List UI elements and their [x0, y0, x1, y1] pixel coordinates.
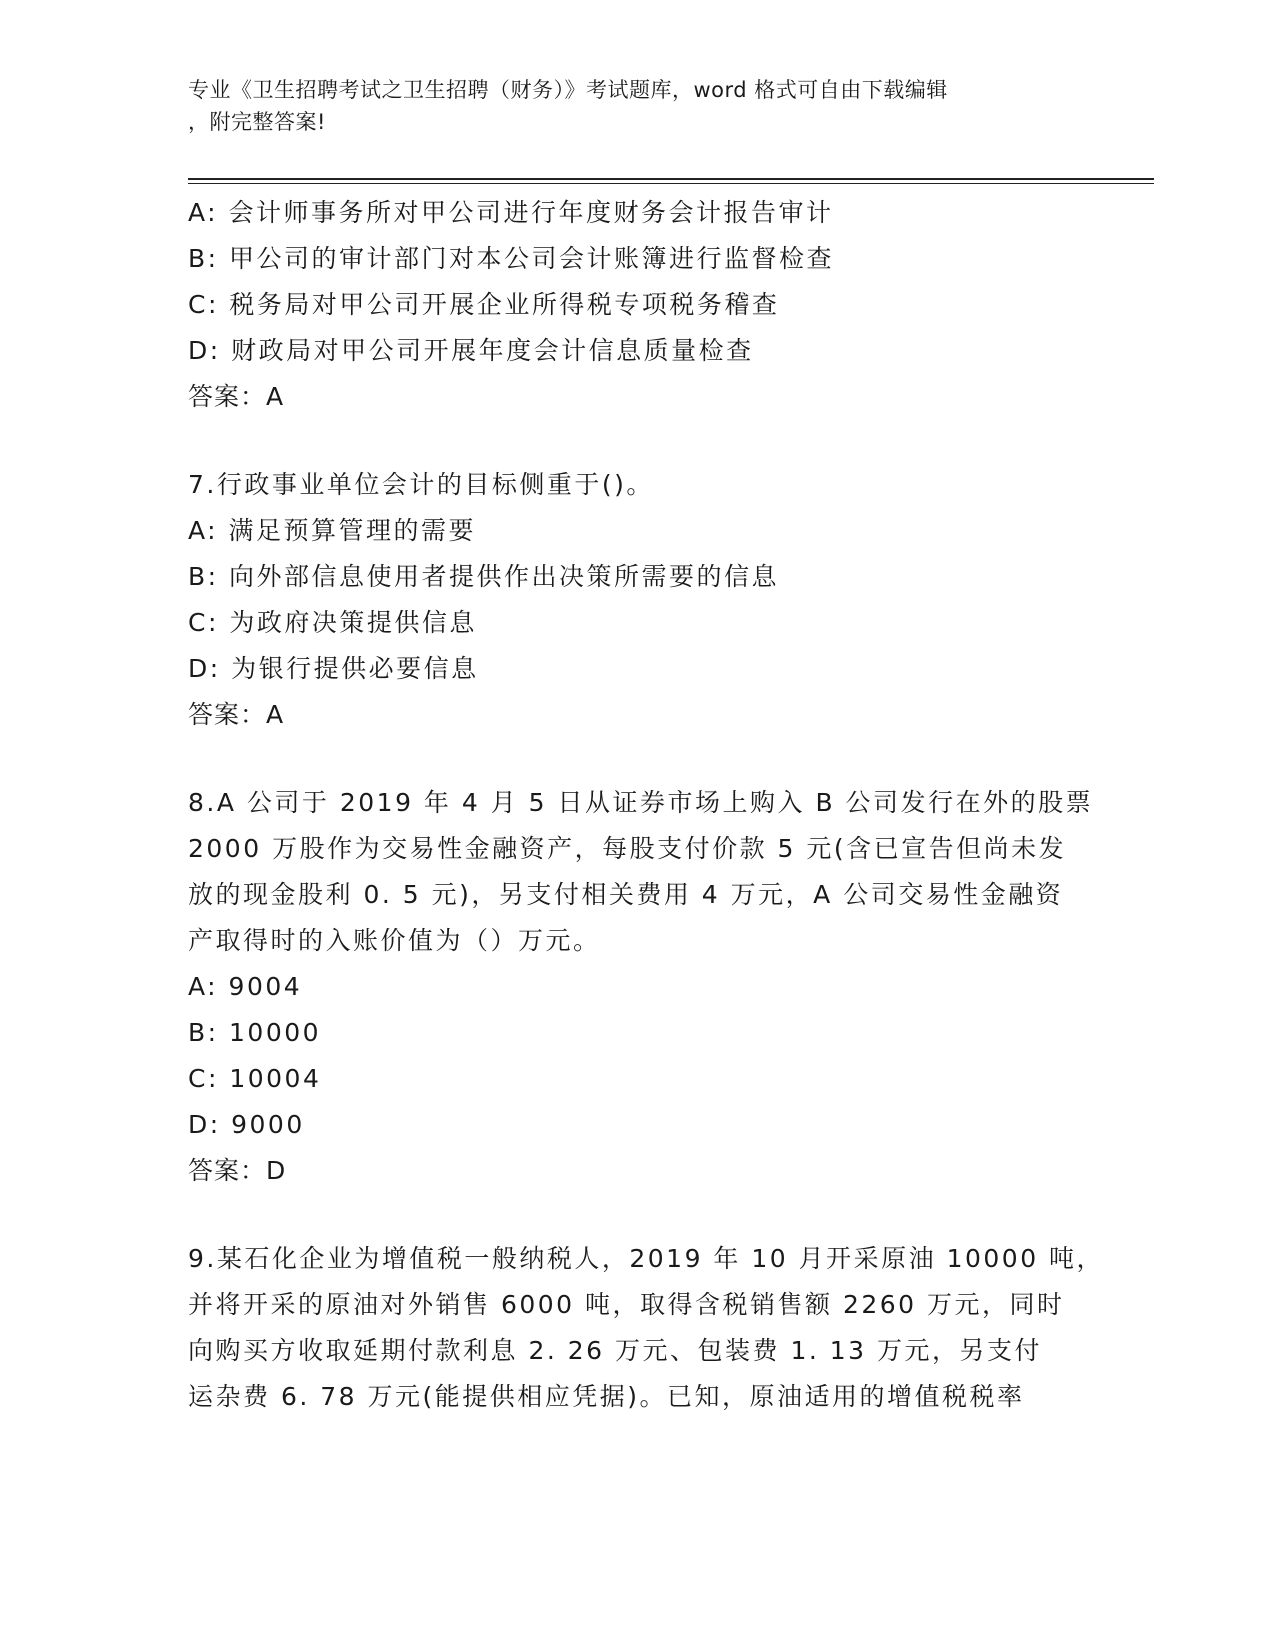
- q7-question: 7.行政事业单位会计的目标侧重于()。: [188, 470, 654, 499]
- q7-option-c: C: 为政府决策提供信息: [188, 608, 477, 637]
- header-line-1: 专业《卫生招聘考试之卫生招聘（财务）》考试题库，word 格式可自由下载编辑: [188, 78, 948, 102]
- spacer: [188, 420, 1088, 462]
- question-8: [188, 780, 1094, 1194]
- header-divider-thick: [188, 178, 1154, 180]
- document-body: [188, 190, 1105, 1420]
- q8-option-d: D: 9000: [188, 1110, 305, 1139]
- q8-answer: 答案：D: [188, 1156, 287, 1185]
- q9-question-line-3: 向购买方收取延期付款利息 2. 26 万元、包装费 1. 13 万元，另支付: [188, 1336, 1043, 1365]
- q7-option-a: A: 满足预算管理的需要: [188, 516, 477, 545]
- question-7: [188, 462, 1088, 738]
- q8-option-a: A: 9004: [188, 972, 303, 1001]
- q8-question-line-4: 产取得时的入账价值为（）万元。: [188, 926, 601, 955]
- q9-question-line-4: 运杂费 6. 78 万元(能提供相应凭据)。已知，原油适用的增值税税率: [188, 1382, 1025, 1411]
- q9-question-line-2: 并将开采的原油对外销售 6000 吨，取得含税销售额 2260 万元，同时: [188, 1290, 1065, 1319]
- q7-answer: 答案：A: [188, 700, 285, 729]
- q6-option-a: A: 会计师事务所对甲公司进行年度财务会计报告审计: [188, 198, 834, 227]
- q8-question-line-3: 放的现金股利 0. 5 元)，另支付相关费用 4 万元，A 公司交易性金融资: [188, 880, 1064, 909]
- header-divider-thin: [188, 183, 1154, 184]
- q8-question-line-1: 8.A 公司于 2019 年 4 月 5 日从证券市场上购入 B 公司发行在外的股票: [188, 788, 1094, 817]
- q7-option-b: B: 向外部信息使用者提供作出决策所需要的信息: [188, 562, 780, 591]
- q6-option-c: C: 税务局对甲公司开展企业所得税专项税务稽查: [188, 290, 780, 319]
- q6-option-d: D: 财政局对甲公司开展年度会计信息质量检查: [188, 336, 754, 365]
- spacer: [188, 738, 1088, 780]
- q8-option-b: B: 10000: [188, 1018, 322, 1047]
- spacer: [188, 1194, 1088, 1236]
- question-9: [188, 1236, 1105, 1420]
- q6-option-b: B: 甲公司的审计部门对本公司会计账簿进行监督检查: [188, 244, 835, 273]
- q6-answer: 答案：A: [188, 382, 285, 411]
- header-line-2: ，附完整答案!: [188, 110, 326, 134]
- q8-question-line-2: 2000 万股作为交易性金融资产，每股支付价款 5 元(含已宣告但尚未发: [188, 834, 1067, 863]
- q8-option-c: C: 10004: [188, 1064, 322, 1093]
- q7-option-d: D: 为银行提供必要信息: [188, 654, 479, 683]
- q9-question-line-1: 9.某石化企业为增值税一般纳税人，2019 年 10 月开采原油 10000 吨，: [188, 1244, 1105, 1273]
- question-6: [188, 190, 1088, 420]
- document-header: [188, 74, 1088, 138]
